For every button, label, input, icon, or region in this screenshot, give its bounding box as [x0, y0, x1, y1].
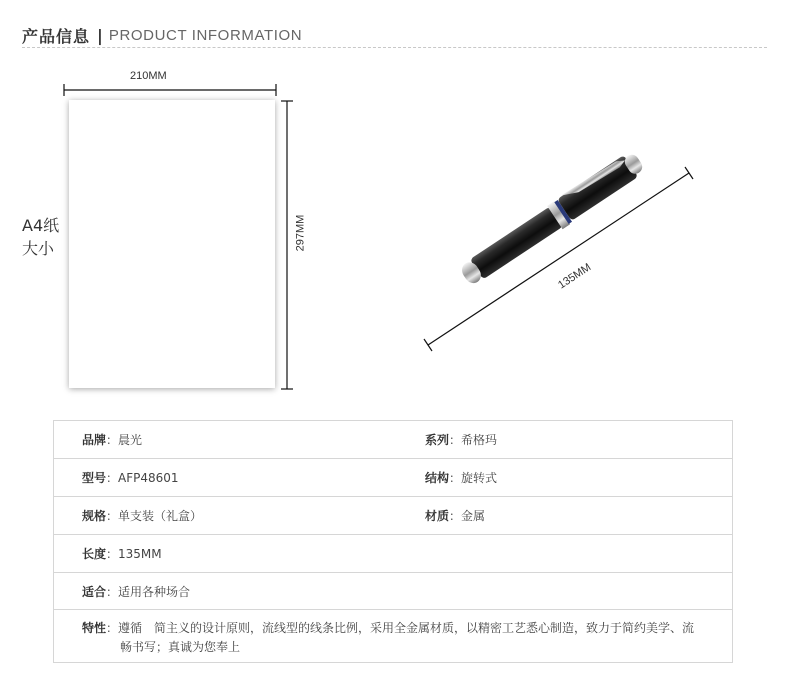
paper-width-label: 210MM: [130, 70, 167, 82]
brand-cell: 品牌 ： 晨光: [82, 433, 143, 447]
spec-row-brand-series: [54, 421, 732, 459]
feature-cell: 特性：遵循 简主义的设计原则，流线型的线条比例，采用全金属材质，以精密工艺悉心制造，致力于简约美学、流 畅书写；真诚为您奉上: [82, 621, 695, 654]
suitable-cell: 适合 ： 适用各种场合: [82, 584, 191, 599]
section-title-en: PRODUCT INFORMATION: [108, 26, 303, 44]
paper-size-label: A4纸 大小: [22, 216, 60, 258]
paper-height-label: 297MM: [294, 214, 307, 252]
structure-cell: 结构 ： 旋转式: [425, 471, 498, 485]
height-dimension-line: [281, 101, 293, 389]
spec-row-model-structure: [54, 459, 732, 497]
spec-row-spec-material: [54, 497, 732, 535]
spec-table: [53, 420, 733, 663]
material-cell: 材质 ： 金属: [425, 509, 486, 523]
section-title-cn: 产品信息: [22, 26, 91, 46]
model-cell: 型号 ： AFP48601: [82, 470, 179, 485]
length-cell: 长度 ： 135MM: [82, 546, 162, 561]
pen-length-label: 135MM: [556, 261, 594, 292]
series-cell: 系列 ： 希格玛: [425, 433, 498, 447]
spec-row-length: [54, 535, 732, 573]
spec-row-feature: [54, 610, 732, 662]
title-separator: |: [97, 25, 103, 45]
width-dimension-line: [64, 84, 276, 96]
spec-cell: 规格 ： 单支装（礼盒）: [82, 509, 203, 523]
pen-length-dimension-line: [424, 167, 693, 351]
spec-row-suitable: [54, 573, 732, 610]
